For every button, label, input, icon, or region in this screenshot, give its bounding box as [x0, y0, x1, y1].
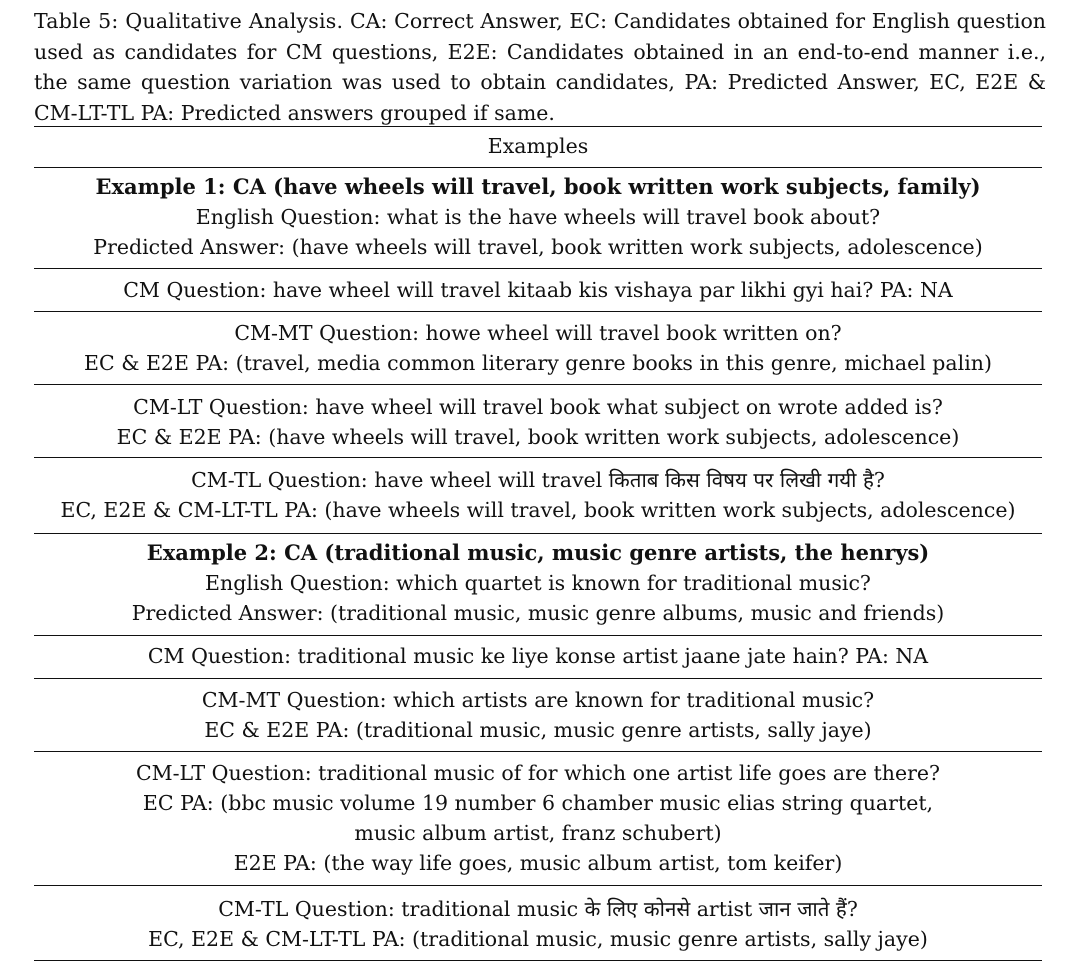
- example-1-cm-mt-question: CM-MT Question: howe wheel will travel book written on?: [234, 321, 842, 345]
- example-2-cm-mt-row: [34, 679, 1042, 751]
- example-2-cm-question: CM Question: traditional music ke liye konse artist jaane jate hain? PA: NA: [147, 644, 929, 668]
- example-1-predicted-answer: Predicted Answer: (have wheels will travel, book written work subjects, adolescence): [93, 235, 983, 259]
- example-2-cm-lt-row: [34, 752, 1042, 885]
- bottom-rule: [34, 960, 1042, 961]
- example-1-cm-tl-pa: EC, E2E & CM-LT-TL PA: (have wheels will travel, book written work subjects, adolescence): [60, 498, 1016, 522]
- example-2-cm-tl-pa: EC, E2E & CM-LT-TL PA: (traditional music, music genre artists, sally jaye): [148, 927, 928, 951]
- example-2-cm-mt-pa: EC & E2E PA: (traditional music, music genre artists, sally jaye): [204, 718, 872, 742]
- example-2-cm-tl-row: [34, 886, 1042, 960]
- example-1-cm-lt-pa: EC & E2E PA: (have wheels will travel, book written work subjects, adolescence): [116, 425, 960, 449]
- example-2-title: Example 2: CA (traditional music, music genre artists, the henrys): [146, 540, 930, 565]
- example-1-title: Example 1: CA (have wheels will travel, book written work subjects, family): [95, 174, 981, 199]
- header-examples: Examples: [487, 134, 589, 158]
- example-1-cm-tl-question: CM-TL Question: have wheel will travel किताब किस विषय पर लिखी गयी है?: [191, 468, 885, 492]
- example-2-cm-mt-question: CM-MT Question: which artists are known for traditional music?: [201, 688, 875, 712]
- example-1-cm-mt-pa: EC & E2E PA: (travel, media common literary genre books in this genre, michael palin): [84, 351, 992, 375]
- example-1-english-question: English Question: what is the have wheels will travel book about?: [195, 205, 881, 229]
- table-header-row: [34, 127, 1042, 167]
- caption-text: CA: Correct Answer, EC: Candidates obtained for English question used as candidates for CM questions, E2E: Candidates obtained in an end-to-end manner i.e., the same question variation was used to obtain candidates, PA: Predicted Answer, EC, E2E & CM-LT-TL PA: Predicted answers grouped if same.: [34, 9, 1046, 125]
- example-2-cm-tl-question: CM-TL Question: traditional music के लिए कोनसे artist जान जाते हैं?: [218, 897, 858, 921]
- example-2-english-question: English Question: which quartet is known for traditional music?: [205, 571, 871, 595]
- example-2-cm-lt-ec-pa-line2: music album artist, franz schubert): [354, 821, 722, 845]
- example-2-row: [34, 534, 1042, 635]
- example-1-cm-row: [34, 269, 1042, 311]
- table-caption: [34, 6, 1046, 128]
- example-2-cm-lt-ec-pa-line1: EC PA: (bbc music volume 19 number 6 chamber music elias string quartet,: [142, 791, 934, 815]
- example-2-predicted-answer: Predicted Answer: (traditional music, music genre albums, music and friends): [131, 601, 945, 625]
- example-1-cm-tl-row: [34, 458, 1042, 533]
- example-1-cm-lt-row: [34, 385, 1042, 457]
- example-2-cm-lt-e2e-pa: E2E PA: (the way life goes, music album artist, tom keifer): [233, 851, 843, 875]
- example-1-cm-mt-row: [34, 312, 1042, 384]
- example-1-cm-lt-question: CM-LT Question: have wheel will travel book what subject on wrote added is?: [133, 395, 943, 419]
- example-2-cm-lt-question: CM-LT Question: traditional music of for which one artist life goes are there?: [135, 761, 941, 785]
- example-2-cm-row: [34, 636, 1042, 678]
- qualitative-table: [34, 126, 1042, 961]
- example-1-cm-question: CM Question: have wheel will travel kitaab kis vishaya par likhi gyi hai? PA: NA: [123, 278, 953, 302]
- example-1-row: [34, 168, 1042, 268]
- caption-label: Table 5: Qualitative Analysis.: [34, 9, 344, 33]
